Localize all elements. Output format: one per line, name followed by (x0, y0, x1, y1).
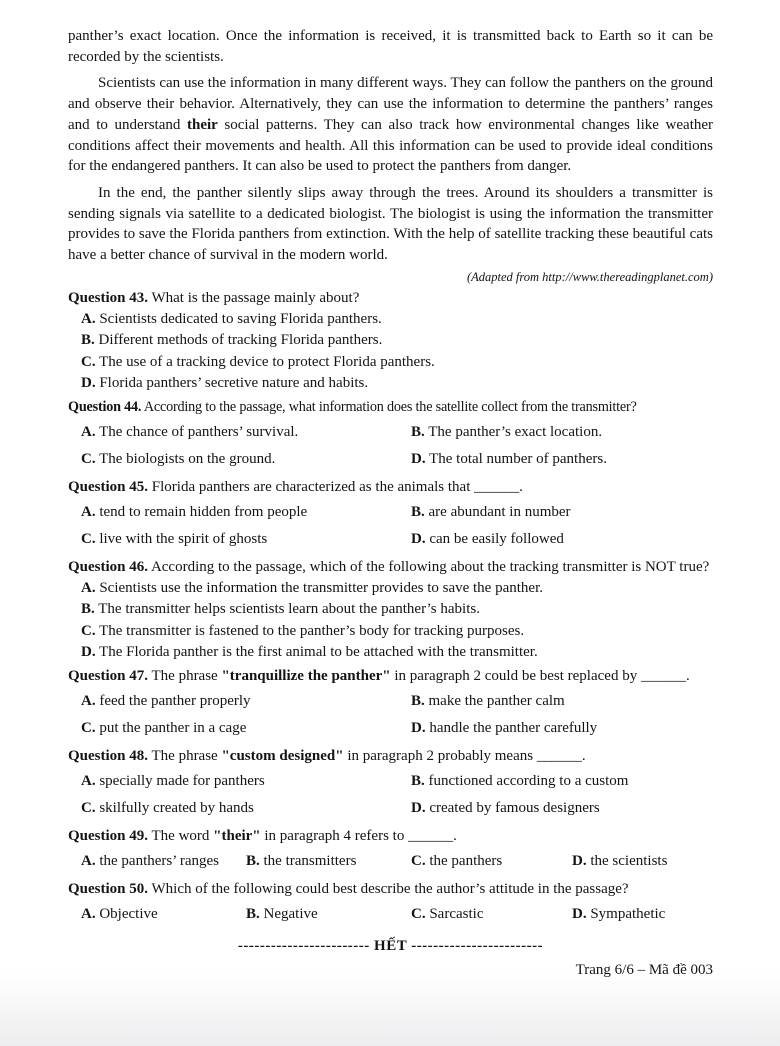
question-43-text: What is the passage mainly about? (148, 289, 360, 306)
question-50-title (68, 879, 713, 900)
option-letter: B. (411, 423, 425, 440)
option-text: the scientists (590, 852, 668, 869)
question-49-text-pre: The word (148, 827, 214, 844)
passage-paragraph-2-post: social patterns. They can also track how environmental changes like weather conditions affect their movements and health. All this information can be used to provide ideal conditions for the endangered panthers. It can also be used to protect the panthers from danger. (68, 116, 714, 175)
question-43-option-c (81, 352, 713, 374)
question-46-number: Question 46. (68, 558, 149, 575)
question-46-text: According to the passage, which of the following about the tracking transmitter is NOT true? (148, 558, 710, 575)
question-47-number: Question 47. (68, 667, 149, 684)
option-letter: C. (81, 719, 96, 736)
passage-paragraph-2-bold-word: their (186, 116, 218, 133)
option-letter: B. (246, 852, 260, 869)
question-48-option-d (411, 798, 713, 819)
option-letter: A. (81, 852, 96, 869)
option-letter: D. (81, 644, 96, 661)
option-text: live with the spirit of ghosts (99, 530, 268, 547)
question-47-bold-phrase: "tranquillize the panther" (221, 667, 391, 684)
passage-paragraph-2 (68, 73, 713, 177)
question-49-option-a (81, 851, 246, 872)
question-50 (68, 879, 713, 930)
option-text: make the panther calm (428, 692, 565, 709)
option-letter: B. (81, 332, 95, 349)
question-47-options (81, 687, 713, 744)
option-text: tend to remain hidden from people (99, 503, 308, 520)
option-letter: C. (411, 905, 426, 922)
option-letter: C. (81, 450, 96, 467)
question-43-option-a (81, 309, 713, 331)
question-44-option-d (411, 449, 713, 470)
option-letter: A. (81, 772, 96, 789)
option-letter: C. (81, 530, 96, 547)
question-43 (68, 288, 713, 395)
option-letter: C. (411, 852, 426, 869)
question-48-number: Question 48. (68, 747, 149, 764)
option-text: Different methods of tracking Florida panthers. (98, 332, 383, 349)
option-letter: A. (81, 692, 96, 709)
option-text: The transmitter helps scientists learn about the panther’s habits. (98, 601, 480, 618)
question-50-number: Question 50. (68, 880, 149, 897)
option-text: The panther’s exact location. (428, 423, 603, 440)
option-text: Scientists dedicated to saving Florida panthers. (99, 310, 382, 327)
passage-paragraph-1 (68, 26, 713, 67)
question-46-options (81, 578, 713, 664)
question-44-option-c (81, 449, 411, 470)
question-50-option-c (411, 904, 572, 925)
option-text: the transmitters (263, 852, 357, 869)
question-43-option-b (81, 330, 713, 352)
question-47 (68, 666, 713, 744)
option-text: Negative (263, 905, 318, 922)
option-letter: C. (81, 622, 96, 639)
question-48-option-b (411, 771, 713, 792)
option-text: The chance of panthers’ survival. (99, 423, 299, 440)
question-49-text-post: in paragraph 4 refers to ______. (260, 827, 457, 844)
question-44-number: Question 44. (68, 398, 142, 415)
question-48-option-c (81, 798, 411, 819)
option-text: skilfully created by hands (99, 799, 254, 816)
question-45-text: Florida panthers are characterized as the animals that ______. (148, 478, 523, 495)
question-48-option-a (81, 771, 411, 792)
page-number-label: Trang 6/6 – Mã đề 003 (575, 961, 713, 978)
option-text: The Florida panther is the first animal to be attached with the transmitter. (99, 644, 538, 661)
question-49-option-b (246, 851, 411, 872)
question-46-title (68, 557, 713, 578)
question-49-option-c (411, 851, 572, 872)
option-letter: B. (411, 692, 425, 709)
question-43-options (81, 309, 713, 395)
option-letter: A. (81, 423, 96, 440)
question-50-option-a (81, 904, 246, 925)
option-letter: A. (81, 503, 96, 520)
question-48-bold-phrase: "custom designed" (221, 747, 344, 764)
option-text: Scientists use the information the transmitter provides to save the panther. (99, 579, 543, 596)
option-text: can be easily followed (429, 530, 564, 547)
question-44-option-b (411, 422, 713, 443)
option-letter: D. (411, 530, 426, 547)
question-47-title (68, 666, 713, 687)
question-49-number: Question 49. (68, 827, 149, 844)
question-44-text: According to the passage, what information does the satellite collect from the transmitter? (141, 398, 637, 415)
option-text: put the panther in a cage (99, 719, 247, 736)
option-letter: D. (411, 450, 426, 467)
question-50-option-d (572, 904, 713, 925)
question-45 (68, 477, 713, 555)
question-46 (68, 557, 713, 664)
option-letter: D. (572, 905, 587, 922)
question-47-option-a (81, 691, 411, 712)
option-text: handle the panther carefully (429, 719, 598, 736)
question-44-option-a (81, 422, 411, 443)
question-44 (68, 397, 713, 475)
question-47-option-c (81, 718, 411, 739)
option-letter: D. (411, 719, 426, 736)
option-letter: C. (81, 353, 96, 370)
question-49-title (68, 826, 713, 847)
question-45-title (68, 477, 713, 498)
question-48-text-post: in paragraph 2 probably means ______. (343, 747, 586, 764)
option-letter: B. (246, 905, 260, 922)
question-47-option-d (411, 718, 713, 739)
passage-paragraph-3-text: In the end, the panther silently slips away through the trees. Around its shoulders a transmitter is sending signals via satellite to a dedicated biologist. The biologist is using the information the transmitter provides to save the Florida panthers from extinction. With the help of satellite tracking these beautiful cats have a better chance of survival in the modern world. (68, 184, 713, 264)
option-letter: B. (81, 601, 95, 618)
question-47-text-post: in paragraph 2 could be best replaced by ______. (390, 667, 690, 684)
option-text: functioned according to a custom (428, 772, 629, 789)
question-48-title (68, 746, 713, 767)
question-47-text-pre: The phrase (148, 667, 222, 684)
option-letter: A. (81, 310, 96, 327)
option-letter: D. (81, 375, 96, 392)
question-46-option-b (81, 599, 713, 621)
option-text: feed the panther properly (99, 692, 251, 709)
question-49-option-d (572, 851, 713, 872)
question-47-option-b (411, 691, 713, 712)
option-letter: B. (411, 503, 425, 520)
option-text: The use of a tracking device to protect Florida panthers. (99, 353, 435, 370)
question-45-options (81, 498, 713, 555)
option-text: the panthers (429, 852, 503, 869)
question-48-text-pre: The phrase (148, 747, 222, 764)
question-45-option-b (411, 502, 713, 523)
option-text: Sarcastic (429, 905, 484, 922)
question-46-option-a (81, 578, 713, 600)
question-49 (68, 826, 713, 877)
question-43-title (68, 288, 713, 309)
question-48-options (81, 767, 713, 824)
option-letter: D. (411, 799, 426, 816)
option-letter: A. (81, 905, 96, 922)
question-50-text: Which of the following could best describe the author’s attitude in the passage? (148, 880, 629, 897)
option-text: created by famous designers (429, 799, 600, 816)
question-50-options (81, 900, 713, 930)
option-letter: D. (572, 852, 587, 869)
question-44-title (68, 397, 713, 418)
option-text: The total number of panthers. (429, 450, 607, 467)
question-48 (68, 746, 713, 824)
question-43-number: Question 43. (68, 289, 149, 306)
question-49-options (81, 847, 713, 877)
question-45-option-a (81, 502, 411, 523)
question-45-number: Question 45. (68, 478, 149, 495)
question-45-option-c (81, 529, 411, 550)
end-of-test-marker: ------------------------ HẾT ------------------------ (237, 937, 544, 954)
option-text: Sympathetic (590, 905, 666, 922)
option-text: The biologists on the ground. (99, 450, 276, 467)
option-text: are abundant in number (428, 503, 571, 520)
question-45-option-d (411, 529, 713, 550)
passage-paragraph-1-text: panther’s exact location. Once the information is received, it is transmitted back to Earth so it can be recorded by the scientists. (68, 28, 713, 65)
option-text: Florida panthers’ secretive nature and habits. (99, 375, 369, 392)
question-46-option-d (81, 642, 713, 664)
question-44-options (81, 418, 713, 475)
option-letter: C. (81, 799, 96, 816)
passage-attribution: (Adapted from http://www.thereadingplanet.com) (466, 269, 713, 284)
option-letter: A. (81, 579, 96, 596)
question-43-option-d (81, 373, 713, 395)
passage-paragraph-2-pre: Scientists can use the information in many different ways. They can follow the panthers on the ground and observe their behavior. Alternatively, they can use the information to determine the panthers’ ranges and to understand (68, 75, 713, 133)
question-49-bold-word: "their" (213, 827, 261, 844)
question-46-option-c (81, 621, 713, 643)
question-50-option-b (246, 904, 411, 925)
option-text: specially made for panthers (99, 772, 265, 789)
option-letter: B. (411, 772, 425, 789)
option-text: Objective (99, 905, 158, 922)
option-text: The transmitter is fastened to the panther’s body for tracking purposes. (99, 622, 525, 639)
option-text: the panthers’ ranges (99, 852, 220, 869)
passage-paragraph-3 (68, 183, 713, 266)
